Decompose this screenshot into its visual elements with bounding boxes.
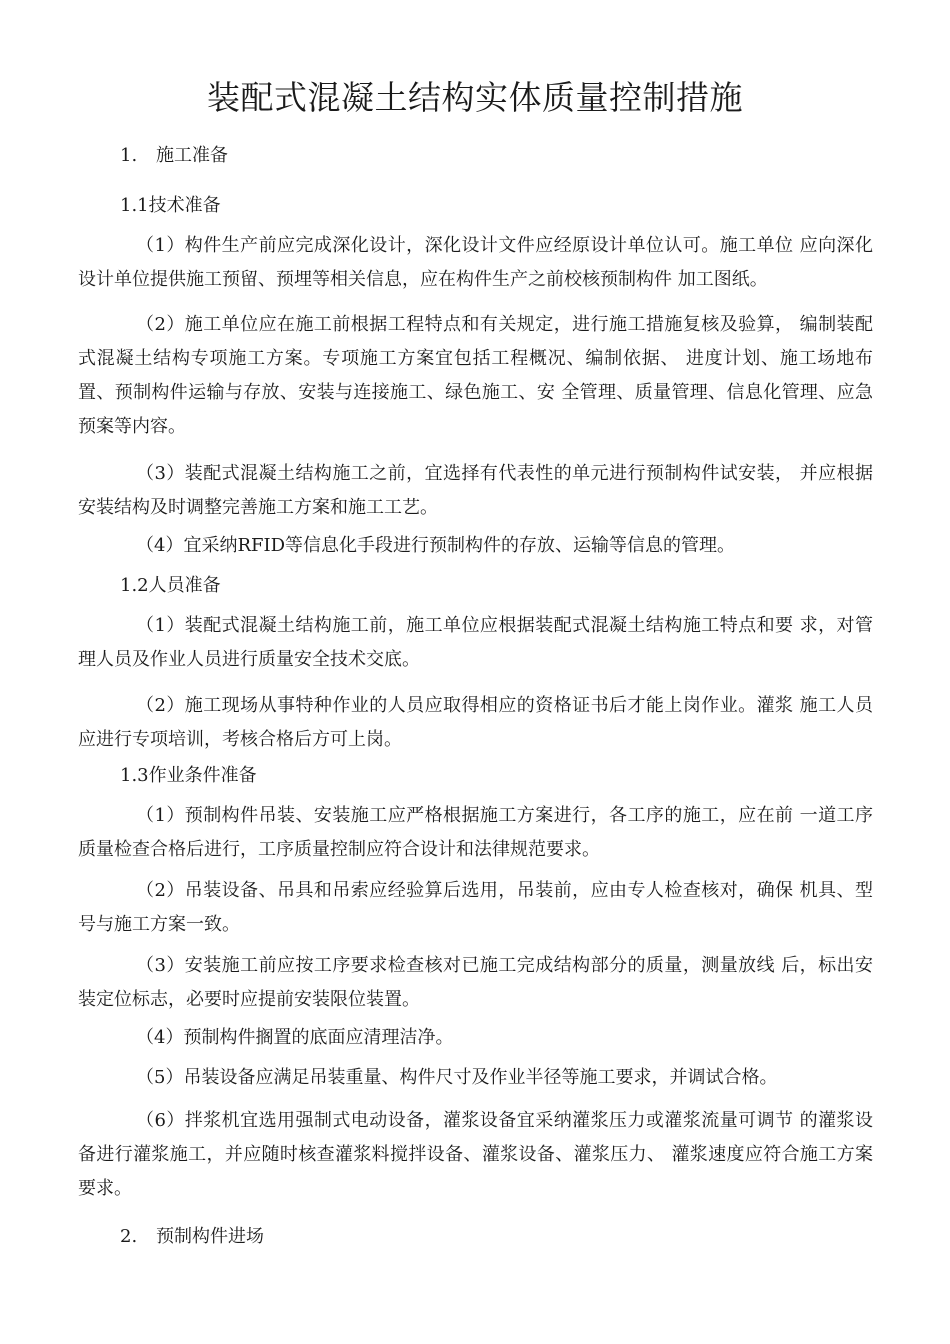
paragraph: （2）施工现场从事特种作业的人员应取得相应的资格证书后才能上岗作业。灌浆 施工人员应进行专项培训，考核合格后方可上岗。: [78, 695, 873, 750]
paragraph: （6）拌浆机宜选用强制式电动设备，灌浆设备宜采纳灌浆压力或灌浆流量可调节 的灌浆设备进行灌浆施工，并应随时核查灌浆料搅拌设备、灌浆设备、灌浆压力、 灌浆速度应符合施工方案要求。: [78, 1110, 873, 1199]
paragraph: （2）吊装设备、吊具和吊索应经验算后选用，吊装前，应由专人检查核对，确保 机具、型号与施工方案一致。: [78, 880, 873, 935]
paragraph: （4）预制构件搁置的底面应清理洁净。: [136, 1027, 454, 1048]
paragraph: （3）装配式混凝土结构施工之前，宜选择有代表性的单元进行预制构件试安装， 并应根据安装结构及时调整完善施工方案和施工工艺。: [78, 463, 873, 518]
subsection-heading-technical: 1.1技术准备: [120, 195, 221, 216]
section-heading-prefab-entry: [120, 1224, 264, 1250]
section-title: 施工准备: [156, 145, 228, 166]
section-number: 1.: [120, 145, 138, 166]
subsection-heading-work-conditions: 1.3作业条件准备: [120, 765, 257, 786]
section-heading-construction-preparation: [120, 143, 228, 169]
paragraph: （3）安装施工前应按工序要求检查核对已施工完成结构部分的质量，测量放线 后，标出安装定位标志，必要时应提前安装限位装置。: [78, 955, 873, 1010]
section-title: 预制构件进场: [156, 1226, 264, 1247]
paragraph: （4）宜采纳RFID等信息化手段进行预制构件的存放、运输等信息的管理。: [136, 535, 736, 556]
paragraph: （1）构件生产前应完成深化设计，深化设计文件应经原设计单位认可。施工单位 应向深化设计单位提供施工预留、预埋等相关信息，应在构件生产之前校核预制构件 加工图纸。: [78, 235, 873, 290]
paragraph: （1）装配式混凝土结构施工前，施工单位应根据装配式混凝土结构施工特点和要 求，对管理人员及作业人员进行质量安全技术交底。: [78, 615, 873, 670]
page-title: 装配式混凝土结构实体质量控制措施: [207, 78, 743, 117]
paragraph: （2）施工单位应在施工前根据工程特点和有关规定，进行施工措施复核及验算， 编制装配式混凝土结构专项施工方案。专项施工方案宜包括工程概况、编制依据、 进度计划、施工场地布置、预制构件运输与存放、安装与连接施工、绿色施工、安 全管理、质量管理、信息化管理、应急预案等内容。: [78, 314, 873, 437]
section-number: 2.: [120, 1226, 138, 1247]
subsection-heading-personnel: 1.2人员准备: [120, 575, 221, 596]
paragraph: （5）吊装设备应满足吊装重量、构件尺寸及作业半径等施工要求，并调试合格。: [136, 1067, 778, 1088]
paragraph: （1）预制构件吊装、安装施工应严格根据施工方案进行，各工序的施工，应在前 一道工序质量检查合格后进行，工序质量控制应符合设计和法律规范要求。: [78, 805, 873, 860]
